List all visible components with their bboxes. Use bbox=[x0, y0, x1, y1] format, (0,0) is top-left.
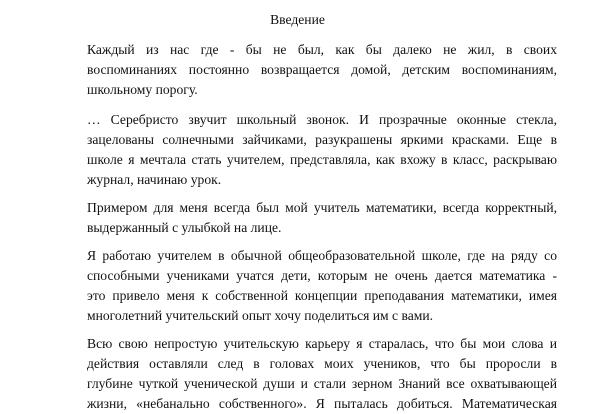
paragraph-5 bbox=[87, 334, 557, 414]
text-line: … Серебристо звучит школьный звонок. И прозрачные оконные стекла, bbox=[87, 112, 557, 127]
text-line: способными учениками учатся дети, которым не очень дается математика - bbox=[87, 268, 557, 283]
text-line: зацелованы солнечными зайчиками, разукрашены яркими красками. Еще в bbox=[87, 132, 557, 147]
text-line: многолетний учительский опыт хочу поделиться им с вами. bbox=[87, 308, 434, 323]
text-line: жизни, «небанально собственного». Я пыталась добиться. Математическая bbox=[87, 396, 557, 411]
text-line: глубине чуткой ученической души и стали зерном Знаний все охватывающей bbox=[87, 376, 557, 391]
text-line: школьному порогу. bbox=[87, 82, 198, 97]
text-line: Примером для меня всегда был мой учитель математики, всегда корректный, bbox=[87, 200, 557, 215]
text-line: Каждый из нас где - бы не был, как бы далеко не жил, в своих bbox=[87, 42, 557, 57]
text-line: это привело меня к собственной концепции преподавания математики, имея bbox=[87, 288, 557, 303]
text-line: воспоминаниях постоянно возвращается домой, детским воспоминаниям, bbox=[87, 62, 557, 77]
paragraph-2 bbox=[87, 110, 557, 190]
text-line: школе я мечтала стать учителем, представляла, как вхожу в класс, раскрываю bbox=[87, 152, 557, 167]
text-line: Всю свою непростую учительскую карьеру я старалась, что бы мои слова и bbox=[87, 336, 557, 351]
paragraph-4 bbox=[87, 246, 557, 326]
paragraph-3 bbox=[87, 198, 557, 238]
text-line: действия оставляли след в головах моих учеников, что бы проросли в bbox=[87, 356, 557, 371]
paragraph-1 bbox=[87, 40, 557, 100]
text-line: журнал, начинаю урок. bbox=[87, 172, 222, 187]
text-line: выдержанный с улыбкой на лице. bbox=[87, 220, 282, 235]
document-title: Введение bbox=[270, 12, 325, 27]
text-line: Я работаю учителем в обычной общеобразовательной школе, где на ряду со bbox=[87, 248, 557, 263]
